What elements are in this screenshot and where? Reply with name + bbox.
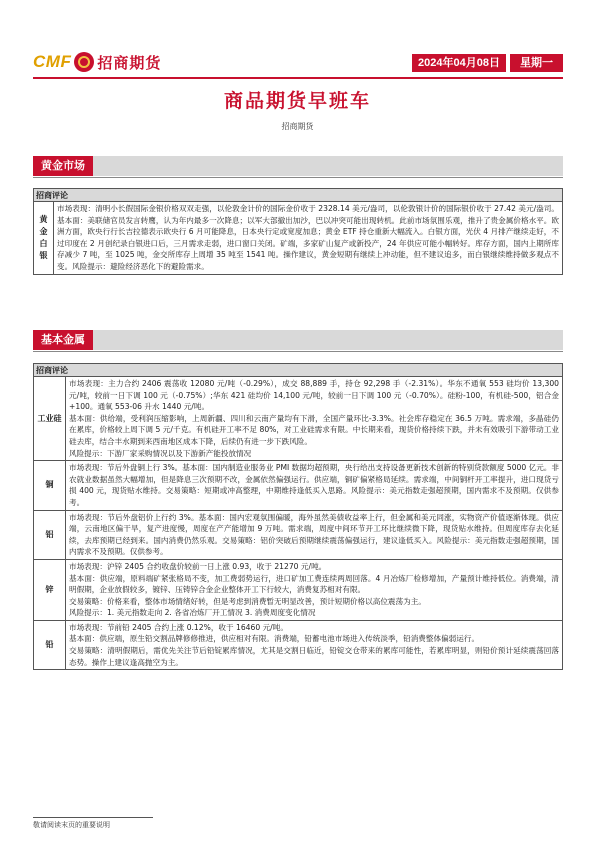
row-body [66,621,562,669]
table-row [34,202,562,274]
row-paragraph: 市场表现：清明小长假国际金银价格双双走强，以伦敦金计价的国际金价收于 2328.14 美元/盎司，以伦敦银计价的国际银价收于 27.42 美元/盎司。基本面：美联储官员发言转鹰，认为年内最多一次降息；以军大部撤出加沙，巴以冲突可能出现转机。此前市场氛围乐观，推升了贵金属价格水平。欧洲方面，欧央行行长吉拉德表示欧央行 6 月可能降息，日本央行定或宽度加息；黄金 ETF 持仓重新大幅流入。白银方面，光伏 4 月排产继续走好，不过印度在 2 月创纪录白银进口后，三月需求走弱，进口窗口关闭。矿端，多家矿山复产或新投产，24 年供应可能小幅转好。库存方面，国内上期所库存减少 7 吨，至 1025 吨，金交所库存上周增 35 吨至 1541 吨。操作建议，黄金短期有继续上冲动能，但不建议追多，而白银继续维持做多观点不变。风险提示：避险经济恶化下的避险需求。 [57,204,559,271]
row-paragraph: 交易策略：清明假期后，需优先关注节后铅锭累库情况，尤其是交割日临近，铅锭交仓带来的累库可能性，若累库明显，则铅价预计延续震荡回落态势。操作上建议逢高抛空为主。 [69,646,559,667]
row-category: 黄金白银 [34,202,54,274]
table-row [34,621,562,669]
section-gold-header [33,156,563,176]
row-paragraph: 市场表现：节后外盘铝价上行约 3%。基本面：国内宏观氛围偏暖，海外虽然美债收益率上行，但金属和美元同涨，实物资产价值逐渐体现。供应端，云南地区偏干旱，复产进度慢，周度在产产能增加 9 万吨。需求端，周度中间环节开工环比继续微下降，现货贴水维持。但周度库存去化延续，去库预期已经到来。国内消费仍然乐观。交易策略：铝价突破后预期继续震荡偏强运行，建议逢低买入。风险提示：美元指数走强超预期，国内需求不及预期。仅供参考。 [69,512,559,557]
section-base-metals-label: 基本金属 [33,330,93,350]
row-paragraph: 市场表现：节后外盘铜上行 3%。基本面：国内制造业服务业 PMI 数据均超预期，央行给出支持设备更新技术创新的特别贷款额度 5000 亿元。非农就业数据虽然大幅增加，但是降息三次预期不改，金属依然偏强运行。供应端，铜矿偏紧格局延续。需求端，中间铜杆开工率提升，进口现货亏损 400 元，现货贴水维持。交易策略：短期或冲高整理，中期维持逢低买入思路。风险提示：美元指数走强超预期，国内需求不及预期。仅供参考。 [69,463,559,507]
section-gold-label: 黄金市场 [33,156,93,176]
row-paragraph: 市场表现：主力合约 2406 震荡收 12080 元/吨（-0.29%），成交 88,889 手，持仓 92,298 手（-2.31%）。华东不通氧 553 硅均价 13,300 元/吨，较前一日下调 100 元（-0.75%）;华东 421 硅均价 14,100 元/吨，较前一日下调 100 元（-0.70%）。硅粉-100，有机硅-500，铝合金+100。通氧 553-06 升水 1440 元/吨。 [69,379,559,412]
table-header: 招商评论 [34,364,562,377]
footer-note: 敬请阅读末页的重要说明 [33,821,110,829]
header-divider [33,77,563,79]
row-body [66,511,562,559]
row-paragraph: 基本面：供应端，原生铅交割品牌修修推进，供应相对有限。消费端，铅蓄电池市场进入传统淡季，铅消费整体偏弱运行。 [69,634,480,644]
report-date: 2024年04月08日 [412,54,506,72]
row-body [66,377,562,460]
page-title: 商品期货早班车 [223,90,371,112]
row-body [66,560,562,620]
row-paragraph: 风险提示：1. 美元指数走向 2. 各省冶炼厂开工情况 3. 消费周度变化情况 [69,608,316,618]
table-row [34,377,562,461]
row-category: 铅 [34,621,66,669]
table-header: 招商评论 [34,189,562,202]
company-logo [33,48,161,76]
logo-cmf-text: CMF [33,52,72,71]
report-weekday: 星期一 [510,54,563,72]
row-paragraph: 交易策略：价格来看，整体市场情绪好转，但是考虑到消费暂无明显改善，预计短期价格以高位震荡为主。 [69,596,426,606]
row-category: 锌 [34,560,66,620]
logo-badge-icon [74,52,94,72]
row-paragraph: 市场表现：沪锌 2405 合约收盘价较前一日上涨 0.93，收于 21270 元/吨。 [69,561,327,571]
date-box [412,54,563,72]
row-category: 工业硅 [34,377,66,460]
footer-divider [33,817,153,818]
row-category: 铜 [34,461,66,509]
row-paragraph: 风险提示：下游厂家采购情况以及下游新产能投放情况 [69,448,252,458]
row-paragraph: 基本面：供给端，受利润压缩影响，上周新疆、四川和云南产量均有下滑，全国产量环比-3.3%。社会库存稳定在 36.5 万吨。需求端，多晶硅仍在累库，价格较上周下调 5 元/千克。有机硅开工率不足 80%，对工业硅需求有限。中长期来看，现货价格持续下跌，并未有效吸引下游带动工业硅去库，结合丰水期到来西南地区成本下降，后续仍有进一步下跌风险。 [69,413,559,446]
row-category: 铝 [34,511,66,559]
report-header [33,48,563,76]
page-subtitle: 招商期货 [281,122,314,131]
row-body [54,202,562,274]
section-base-metals-header [33,330,563,350]
table-row [34,461,562,510]
gold-comment-table [33,188,563,275]
logo-chinese-text: 招商期货 [97,53,162,72]
table-row [34,511,562,560]
row-paragraph: 市场表现：节前铅 2405 合约上涨 0.12%，收于 16460 元/吨。 [69,622,288,632]
row-paragraph: 基本面：供应端，原料端矿紧张格局不变，加工费弱势运行，进口矿加工费连续两周回落。4 月冶炼厂检修增加，产量预计维持低位。消费端，清明假期，企业放假较多，镀锌、压铸锌合金企业整体开工下行较大，消费复苏相对有限。 [69,573,559,595]
base-metals-comment-table [33,363,563,670]
table-row [34,560,562,621]
row-body [66,461,562,509]
